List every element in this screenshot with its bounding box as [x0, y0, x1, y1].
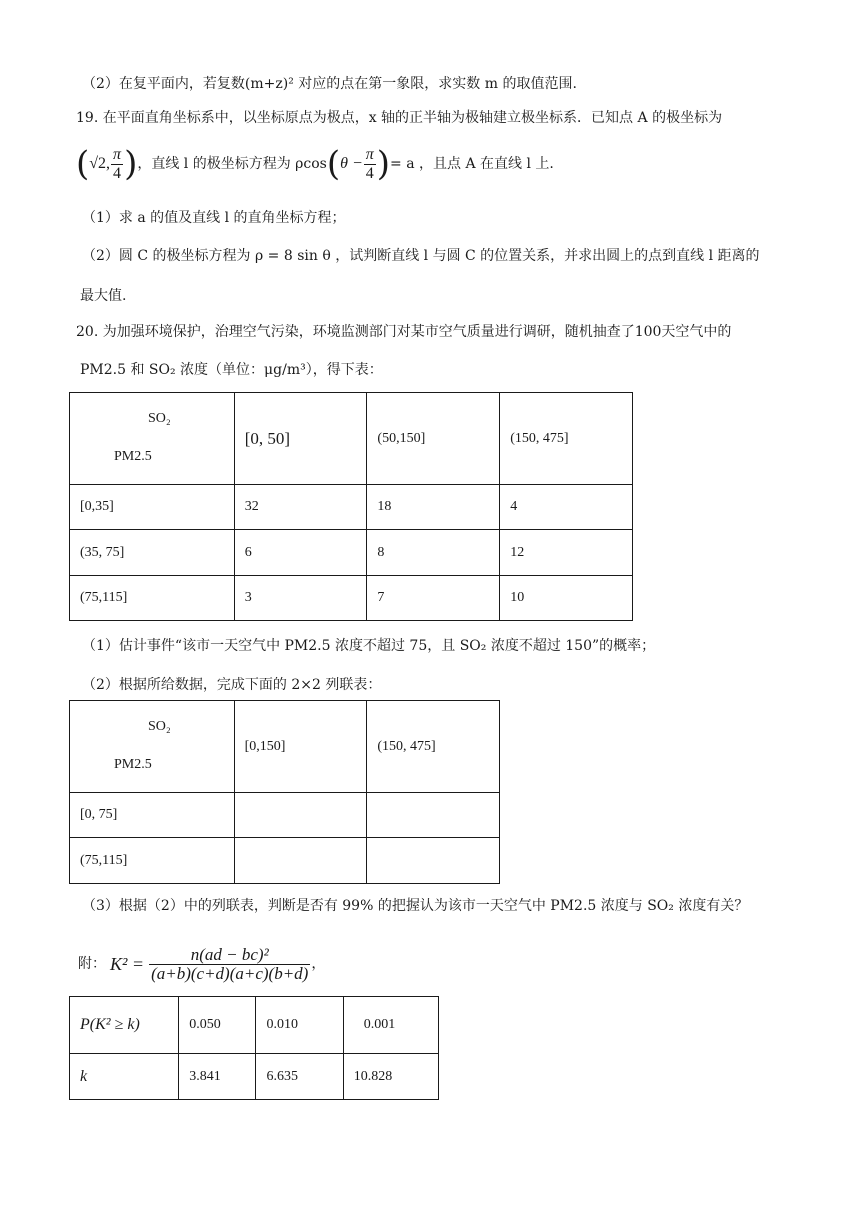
- col-header: [0,150]: [234, 701, 367, 793]
- frac-numerator-2: π: [365, 145, 374, 163]
- table-row: [70, 1054, 439, 1100]
- data-table: [69, 392, 633, 621]
- q19-line2-end: = a ，且点 A 在直线 l 上.: [390, 156, 554, 172]
- corner-bottom: PM2.5: [114, 757, 152, 772]
- q20-line1: 20. 为加强环境保护，治理空气污染，环境监测部门对某市空气质量进行调研，随机抽查了100天空气中的: [76, 324, 732, 340]
- k-squared-fraction: [149, 946, 310, 983]
- row-label: [0,35]: [70, 485, 235, 530]
- corner-cell: [70, 393, 235, 485]
- row-label: P(K² ≥ k): [70, 997, 179, 1054]
- table-cell: 8: [367, 530, 500, 576]
- table-cell: 0.010: [256, 997, 343, 1054]
- table-cell: 3.841: [179, 1054, 256, 1100]
- corner-bottom: PM2.5: [114, 449, 152, 464]
- blank-cell: [234, 838, 367, 884]
- theta-minus: θ −: [340, 155, 363, 172]
- pi-over-4: [111, 146, 123, 183]
- row-label: [0, 75]: [70, 793, 235, 838]
- formula-suffix: ，: [311, 956, 326, 972]
- frac-denominator: 4: [113, 164, 122, 182]
- q20-part1: （1）估计事件“该市一天空气中 PM2.5 浓度不超过 75，且 SO₂ 浓度不超过 150”的概率；: [82, 638, 656, 654]
- blank-cell: [367, 793, 500, 838]
- table-cell: 10.828: [343, 1054, 438, 1100]
- q19-line1: 19. 在平面直角坐标系中，以坐标原点为极点，x 轴的正半轴为极轴建立极坐标系．已知点 A 的极坐标为: [76, 110, 723, 126]
- critical-value-table: [69, 996, 439, 1100]
- open-paren: (: [76, 144, 90, 184]
- q19-part2-line1: （2）圆 C 的极坐标方程为 ρ = 8 sin θ ，试判断直线 l 与圆 C 的位置关系，并求出圆上的点到直线 l 距离的: [82, 248, 760, 264]
- table-cell: 7: [367, 576, 500, 621]
- col-header: (50,150]: [367, 393, 500, 485]
- table-cell: 3: [234, 576, 367, 621]
- pi-over-4-2: [364, 146, 376, 183]
- close-paren-2: ): [376, 144, 391, 184]
- row-label: k: [70, 1054, 179, 1100]
- open-paren-2: (: [326, 144, 341, 184]
- blank-cell: [234, 793, 367, 838]
- q19-part1: （1）求 a 的值及直线 l 的直角坐标方程；: [82, 210, 346, 226]
- formula-lhs: K² =: [110, 954, 145, 974]
- table-row: [70, 838, 500, 884]
- q19-part2-line2: 最大值.: [80, 288, 127, 304]
- table-cell: 6.635: [256, 1054, 343, 1100]
- table-row: [70, 485, 633, 530]
- table-row: [70, 530, 633, 576]
- table-cell: 0.050: [179, 997, 256, 1054]
- formula-line: [78, 940, 325, 988]
- blank-cell: [367, 838, 500, 884]
- q20-line2: PM2.5 和 SO₂ 浓度（单位：μg/m³），得下表：: [80, 362, 383, 378]
- table-cell: 4: [500, 485, 633, 530]
- table-row: [70, 997, 439, 1054]
- formula-denominator: (a+b)(c+d)(a+c)(b+d): [151, 963, 309, 983]
- q19-line2: [76, 140, 554, 188]
- row-label: (75,115]: [70, 838, 235, 884]
- table-cell: 10: [500, 576, 633, 621]
- point-r: √2,: [89, 155, 111, 172]
- table-row: [70, 793, 500, 838]
- col-header: (150, 475]: [500, 393, 633, 485]
- col-header: (150, 475]: [367, 701, 500, 793]
- frac-numerator: π: [113, 145, 122, 163]
- table-row: [70, 576, 633, 621]
- q20-part2: （2）根据所给数据，完成下面的 2×2 列联表：: [82, 677, 382, 693]
- close-paren: ): [124, 144, 138, 184]
- table-cell: 0.001: [343, 997, 438, 1054]
- formula-prefix: 附：: [78, 956, 106, 972]
- table-cell: 18: [367, 485, 500, 530]
- row-label: (35, 75]: [70, 530, 235, 576]
- frac-denominator-2: 4: [365, 164, 374, 182]
- col-header: [0, 50]: [234, 393, 367, 485]
- q20-part3: （3）根据（2）中的列联表，判断是否有 99% 的把握认为该市一天空气中 PM2.5 浓度与 SO₂ 浓度有关？: [82, 898, 749, 914]
- corner-top: SO₂: [148, 719, 171, 734]
- corner-cell: [70, 701, 235, 793]
- table-cell: 32: [234, 485, 367, 530]
- table-cell: 6: [234, 530, 367, 576]
- formula-numerator: n(ad − bc)²: [190, 944, 269, 964]
- row-label: (75,115]: [70, 576, 235, 621]
- q19-line2-mid: ，直线 l 的极坐标方程为 ρcos: [137, 156, 327, 172]
- q18-part2: （2）在复平面内，若复数(m+z)² 对应的点在第一象限，求实数 m 的取值范围.: [82, 76, 577, 92]
- contingency-table: [69, 700, 500, 884]
- corner-top: SO₂: [148, 411, 171, 426]
- table-cell: 12: [500, 530, 633, 576]
